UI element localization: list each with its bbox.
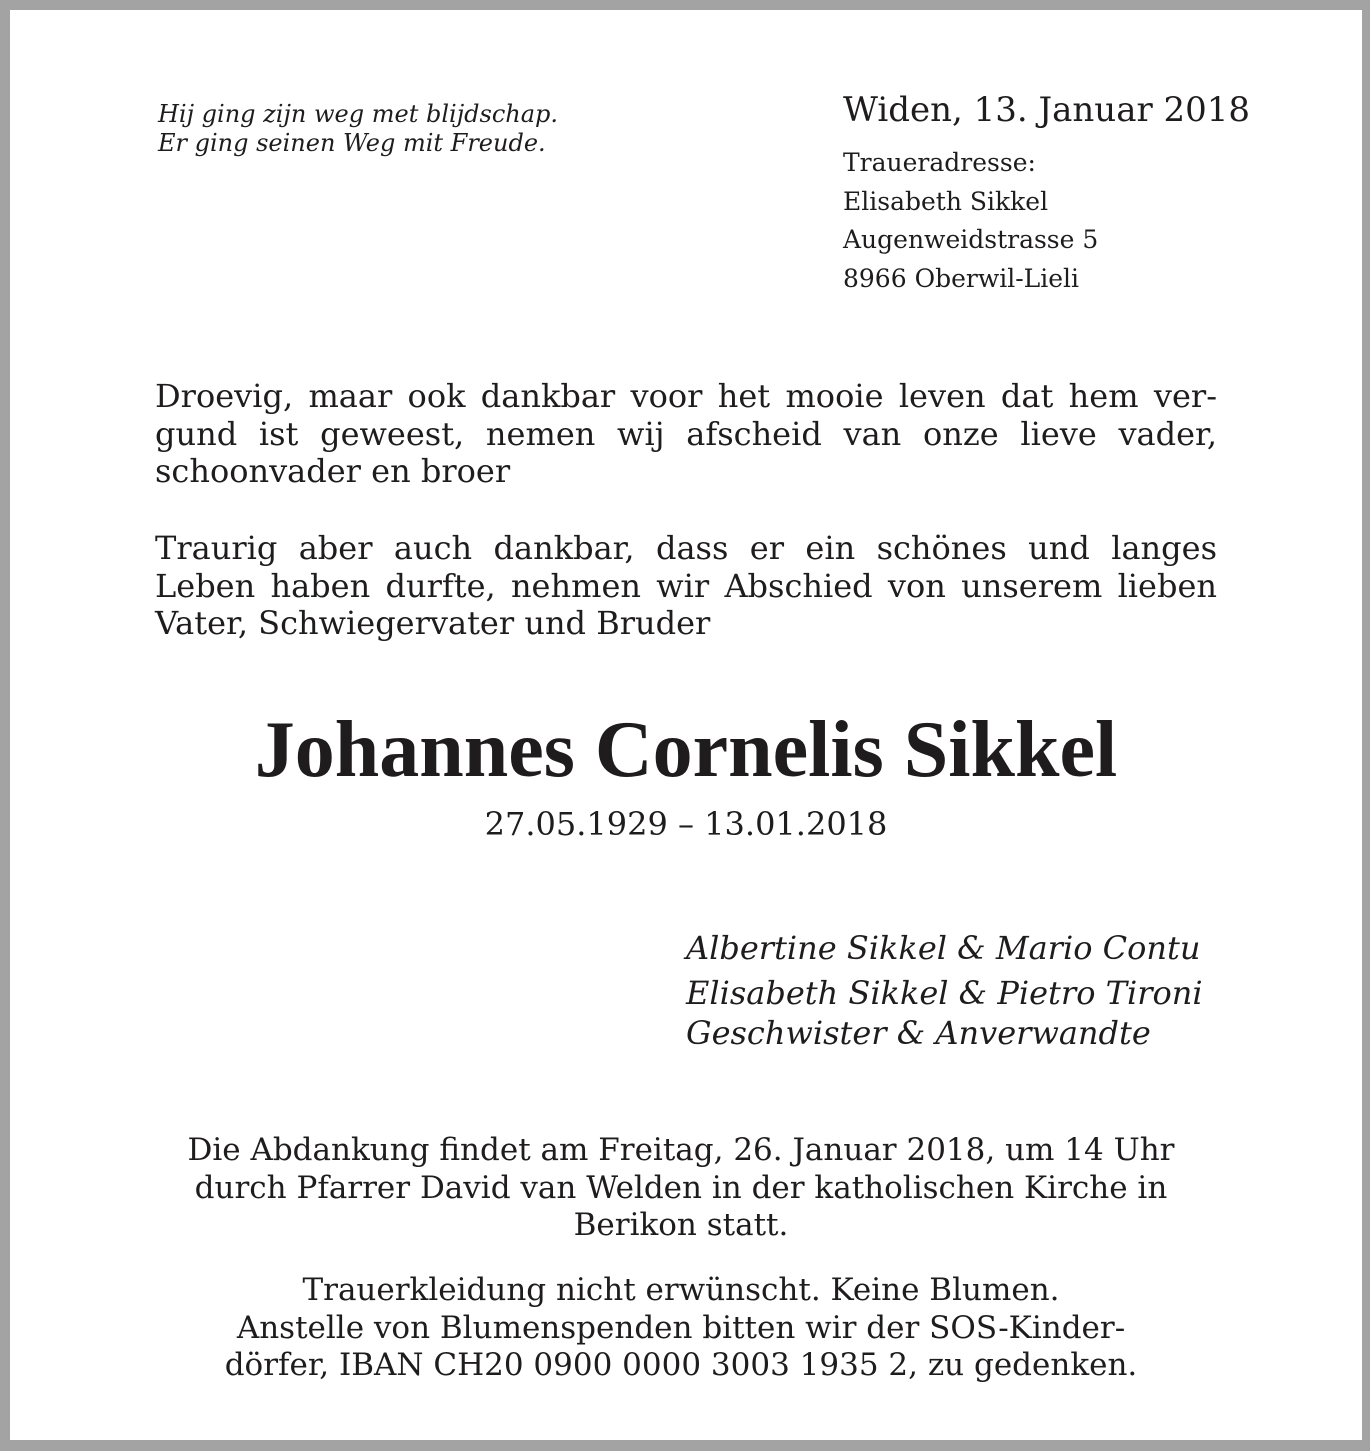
place-date: Widen, 13. Januar 2018 [843, 90, 1251, 130]
donation-line-3: dörfer, IBAN CH20 0900 0000 3003 1935 2, zu gedenken. [224, 1347, 1138, 1383]
motto-line-dutch: Hij ging zijn weg met blijdschap. [158, 100, 559, 128]
german-line-2: Leben haben durfte, nehmen wir Abschied von unserem lieben [155, 566, 1217, 605]
address-street: Augenweidstrasse 5 [843, 225, 1099, 254]
address-city: 8966 Oberwil-Lieli [843, 263, 1080, 293]
address-name: Elisabeth Sikkel [843, 186, 1049, 216]
german-line-3: Vater, Schwiegervater und Bruder [155, 604, 711, 642]
address-label: Traueradresse: [843, 148, 1036, 177]
family-line-3: Geschwister & Anverwandte [686, 1014, 1151, 1052]
service-line-2: durch Pfarrer David van Welden in der katholischen Kirche in [194, 1169, 1168, 1206]
service-line-1: Die Abdankung findet am Freitag, 26. Januar 2018, um 14 Uhr [187, 1132, 1175, 1168]
service-line-3: Berikon statt. [573, 1207, 789, 1243]
dutch-paragraph [155, 378, 1217, 491]
motto [158, 100, 558, 158]
donation-line-2: Anstelle von Blumenspenden bitten wir der SOS-Kinder- [236, 1309, 1126, 1346]
dutch-line-1: Droevig, maar ook dankbar voor het mooie leven dat hem ver- [155, 377, 1217, 415]
donation-notice [110, 1272, 1252, 1385]
motto-line-german: Er ging seinen Weg mit Freude. [158, 129, 546, 157]
life-dates: 27.05.1929 – 13.01.2018 [484, 805, 888, 843]
family-line-2: Elisabeth Sikkel & Pietro Tironi [686, 974, 1203, 1012]
deceased-name: Johannes Cornelis Sikkel [254, 706, 1118, 794]
family-signatures [686, 928, 1203, 1053]
german-line-1: Traurig aber auch dankbar, dass er ein schönes und langes [155, 529, 1217, 567]
obituary-page [10, 10, 1362, 1440]
mourning-address [843, 144, 1098, 298]
funeral-service-notice [110, 1132, 1252, 1245]
donation-line-1: Trauerkleidung nicht erwünscht. Keine Blumen. [302, 1272, 1060, 1308]
german-paragraph [155, 530, 1217, 643]
dutch-line-3: schoonvader en broer [155, 452, 511, 490]
dutch-line-2: gund ist geweest, nemen wij afscheid van onze lieve vader, [155, 414, 1217, 453]
family-line-1: Albertine Sikkel & Mario Contu [686, 929, 1201, 967]
